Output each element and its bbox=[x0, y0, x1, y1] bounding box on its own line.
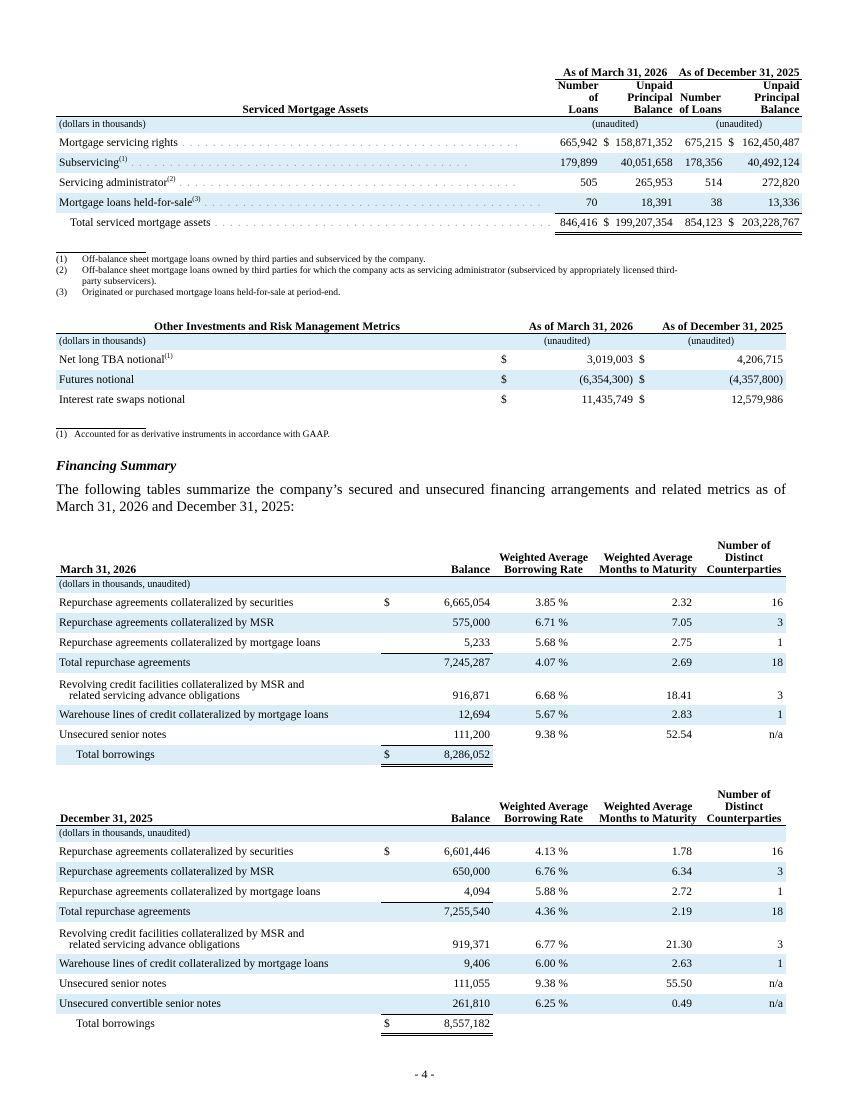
table-row bbox=[56, 193, 802, 213]
cell-d1: $ bbox=[501, 354, 507, 366]
cell-months: 21.30 bbox=[666, 939, 692, 951]
table-title: March 31, 2026 bbox=[56, 527, 381, 576]
cell-n1: 70 bbox=[555, 193, 601, 213]
dollar-sign: $ bbox=[725, 213, 737, 233]
row-label: Repurchase agreements collateralized by MSR bbox=[56, 862, 381, 882]
table-row bbox=[56, 390, 786, 410]
cell-v1: 3,019,003 bbox=[587, 354, 633, 366]
cell-rate: 3.85 % bbox=[535, 597, 568, 609]
cell-d1 bbox=[600, 153, 612, 173]
cell-d2: $ bbox=[728, 137, 735, 149]
cell-balance: 575,000 bbox=[411, 613, 493, 633]
financing-march-table bbox=[56, 527, 786, 767]
row-label: Warehouse lines of credit collateralized by mortgage loans bbox=[56, 705, 381, 725]
row-label: Total repurchase agreements bbox=[56, 902, 381, 922]
table-row bbox=[56, 370, 786, 390]
row-label: Net long TBA notional$^{(1)}$ bbox=[59, 352, 173, 366]
cell-balance: 4,094 bbox=[411, 882, 493, 902]
cell-counterparties: 3 bbox=[777, 939, 783, 951]
footnote-ref: (3) bbox=[192, 195, 201, 204]
cell-balance: 916,871 bbox=[452, 690, 490, 702]
row-label: Total repurchase agreements bbox=[56, 653, 381, 673]
intro-paragraph: The following tables summarize the company’s secured and unsecured financing arrangements and related metrics as of March 31, 2026 and December 31, 2025: bbox=[56, 482, 786, 515]
cell-counterparties: 3 bbox=[777, 690, 783, 702]
table-row bbox=[56, 593, 786, 613]
cell-months: 7.05 bbox=[594, 613, 702, 633]
cell-balance: 111,200 bbox=[411, 725, 493, 745]
col-rate: Weighted Average Borrowing Rate bbox=[493, 776, 594, 825]
cell-counterparties: 18 bbox=[702, 653, 786, 673]
dollar-sign bbox=[381, 633, 411, 653]
cell-u1: 158,871,352 bbox=[615, 137, 673, 149]
table-row bbox=[56, 613, 786, 633]
cell-rate: 9.38 % bbox=[535, 978, 568, 990]
cell-counterparties: n/a bbox=[702, 994, 786, 1014]
cell-n1: 179,899 bbox=[555, 153, 601, 173]
table-row bbox=[56, 633, 786, 653]
col-balance: Balance bbox=[381, 776, 493, 825]
table-row bbox=[56, 350, 786, 370]
cell-balance: 9,406 bbox=[411, 954, 493, 974]
footnote-number: (1) bbox=[56, 430, 68, 440]
cell-rate: 6.25 % bbox=[493, 994, 594, 1014]
dollar-sign bbox=[381, 902, 411, 922]
row-label: Unsecured senior notes bbox=[59, 978, 167, 990]
cell-months: 6.34 bbox=[594, 862, 702, 882]
cell-n2: 514 bbox=[705, 177, 723, 189]
cell-counterparties: 1 bbox=[702, 705, 786, 725]
table-row bbox=[56, 153, 802, 173]
total-balance: 8,286,052 bbox=[411, 745, 493, 765]
table-row bbox=[56, 902, 786, 922]
footnote bbox=[56, 288, 786, 299]
total-upb-p1: 199,207,354 bbox=[612, 213, 676, 233]
cell-v1: (6,354,300) bbox=[528, 370, 636, 390]
cell-v2: 4,206,715 bbox=[737, 354, 783, 366]
dollar-sign bbox=[381, 922, 411, 954]
table-row bbox=[56, 882, 786, 902]
cell-months: 52.54 bbox=[666, 729, 692, 741]
cell-rate: 5.68 % bbox=[535, 637, 568, 649]
dollar-sign bbox=[381, 954, 411, 974]
units-label: (dollars in thousands, unaudited) bbox=[56, 576, 381, 593]
unaudited-label: (unaudited) bbox=[498, 333, 636, 350]
col-cp: Number of Distinct Counterparties bbox=[702, 527, 786, 576]
cell-n2: 38 bbox=[676, 193, 726, 213]
total-loans-p2: 854,123 bbox=[676, 213, 726, 233]
cell-d2: $ bbox=[636, 370, 656, 390]
dollar-sign: $ bbox=[384, 597, 390, 609]
cell-n2: 675,215 bbox=[684, 137, 723, 149]
footnote-number: (2) bbox=[56, 266, 68, 276]
cell-rate: 9.38 % bbox=[535, 729, 568, 741]
cell-u2: 272,820 bbox=[762, 177, 800, 189]
cell-counterparties: 1 bbox=[702, 954, 786, 974]
footnote-text: Off-balance sheet mortgage loans owned by third parties for which the company acts as servicing administrator (subserviced by appropriately licensed third- bbox=[82, 266, 678, 276]
cell-u1: 18,391 bbox=[612, 193, 676, 213]
units-label: (dollars in thousands) bbox=[56, 333, 498, 350]
row-label: Unsecured convertible senior notes bbox=[56, 994, 381, 1014]
total-balance: 8,557,182 bbox=[411, 1014, 493, 1034]
cell-counterparties: 1 bbox=[777, 886, 783, 898]
dollar-sign: $ bbox=[600, 213, 612, 233]
col-months: Weighted Average Months to Maturity bbox=[594, 527, 702, 576]
unaudited-label: (unaudited) bbox=[676, 116, 803, 133]
cell-u2: 40,492,124 bbox=[737, 153, 802, 173]
units-label: (dollars in thousands) bbox=[56, 116, 555, 133]
table-row bbox=[56, 133, 802, 153]
footnote-rule bbox=[56, 428, 146, 429]
cell-u1: 40,051,658 bbox=[612, 153, 676, 173]
cell-months: 1.78 bbox=[671, 846, 692, 858]
cell-d1: $ bbox=[498, 370, 528, 390]
cell-balance: 12,694 bbox=[411, 705, 493, 725]
cell-balance: 6,665,054 bbox=[444, 597, 490, 609]
cell-balance: 650,000 bbox=[411, 862, 493, 882]
row-label: Repurchase agreements collateralized by mortgage loans bbox=[59, 886, 321, 898]
period1-header: As of March 31, 2026 bbox=[555, 63, 676, 79]
table-row bbox=[56, 725, 786, 745]
row-label: Repurchase agreements collateralized by mortgage loans bbox=[59, 637, 321, 649]
total-row bbox=[56, 745, 786, 765]
footnote-ref: (2) bbox=[167, 175, 176, 184]
other-investments-table bbox=[56, 317, 786, 410]
col-rate: Weighted Average Borrowing Rate bbox=[493, 527, 594, 576]
cell-d2 bbox=[725, 173, 737, 193]
table-row bbox=[56, 922, 786, 954]
cell-d1 bbox=[600, 173, 612, 193]
cell-d1 bbox=[600, 193, 612, 213]
row-label: Revolving credit facilities collateralized by MSR and related servicing advance obligations bbox=[59, 928, 305, 951]
footnote-ref: (1) bbox=[164, 352, 173, 361]
col-number-of-loans: Number of Loans bbox=[555, 79, 601, 116]
col-cp: Number of Distinct Counterparties bbox=[702, 776, 786, 825]
row-label: Unsecured senior notes bbox=[59, 729, 167, 741]
cell-months: 0.49 bbox=[594, 994, 702, 1014]
cell-d2: $ bbox=[639, 354, 645, 366]
cell-n1: 505 bbox=[580, 177, 598, 189]
dollar-sign bbox=[381, 725, 411, 745]
dollar-sign bbox=[381, 653, 411, 673]
table-row bbox=[56, 653, 786, 673]
cell-counterparties: 18 bbox=[702, 902, 786, 922]
dollar-sign bbox=[381, 705, 411, 725]
cell-rate: 6.77 % bbox=[535, 939, 568, 951]
section-heading: Financing Summary bbox=[56, 459, 177, 474]
total-upb-p2: 203,228,767 bbox=[737, 213, 802, 233]
row-label: Mortgage servicing rights . . . bbox=[56, 133, 555, 153]
dollar-sign bbox=[381, 613, 411, 633]
cell-u1: 265,953 bbox=[635, 177, 673, 189]
footnote-number: (3) bbox=[56, 288, 68, 298]
cell-d2: $ bbox=[639, 394, 645, 406]
cell-rate: 4.13 % bbox=[535, 846, 568, 858]
cell-rate: 6.68 % bbox=[535, 690, 568, 702]
footnote-ref: (1) bbox=[119, 155, 128, 164]
cell-months: 18.41 bbox=[666, 690, 692, 702]
dollar-sign bbox=[381, 974, 411, 994]
table-title: Other Investments and Risk Management Metrics bbox=[56, 317, 498, 333]
dollar-sign: $ bbox=[384, 846, 390, 858]
total-label: Total borrowings bbox=[56, 745, 381, 765]
table-row bbox=[56, 974, 786, 994]
col-unpaid-principal: Unpaid Principal Balance bbox=[725, 79, 802, 116]
cell-d1: $ bbox=[603, 137, 610, 149]
cell-counterparties: 1 bbox=[777, 637, 783, 649]
cell-counterparties: n/a bbox=[768, 978, 783, 990]
total-loans-p1: 846,416 bbox=[555, 213, 601, 233]
cell-months: 2.32 bbox=[671, 597, 692, 609]
row-label: Mortgage loans held-for-sale$^{(3)}$ . . . bbox=[56, 193, 555, 213]
row-label: Futures notional bbox=[56, 370, 498, 390]
footnote-text: Off-balance sheet mortgage loans owned by third parties and subserviced by the company. bbox=[82, 255, 426, 265]
cell-rate: 6.00 % bbox=[493, 954, 594, 974]
footnote bbox=[56, 255, 786, 266]
table-row bbox=[56, 173, 802, 193]
dollar-sign bbox=[381, 862, 411, 882]
row-label: Repurchase agreements collateralized by securities bbox=[59, 597, 294, 609]
footnote bbox=[56, 266, 786, 277]
row-label: Revolving credit facilities collateralized by MSR and related servicing advance obligations bbox=[59, 679, 305, 702]
table-row bbox=[56, 673, 786, 705]
table-title: Serviced Mortgage Assets bbox=[56, 79, 555, 116]
cell-rate: 6.76 % bbox=[493, 862, 594, 882]
col-unpaid-principal: Unpaid Principal Balance bbox=[600, 79, 675, 116]
cell-months: 2.72 bbox=[671, 886, 692, 898]
cell-months: 2.69 bbox=[594, 653, 702, 673]
table-row bbox=[56, 705, 786, 725]
cell-months: 2.75 bbox=[671, 637, 692, 649]
col-months: Weighted Average Months to Maturity bbox=[594, 776, 702, 825]
cell-balance: 919,371 bbox=[452, 939, 490, 951]
units-label: (dollars in thousands, unaudited) bbox=[56, 825, 381, 842]
cell-balance: 7,255,540 bbox=[411, 902, 493, 922]
footnote bbox=[56, 277, 786, 288]
cell-counterparties: 3 bbox=[702, 862, 786, 882]
row-label: Warehouse lines of credit collateralized by mortgage loans bbox=[56, 954, 381, 974]
period2-header: As of December 31, 2025 bbox=[636, 317, 786, 333]
dollar-sign bbox=[381, 882, 411, 902]
row-label: Interest rate swaps notional bbox=[59, 394, 186, 406]
cell-counterparties: 3 bbox=[702, 613, 786, 633]
cell-balance: 261,810 bbox=[411, 994, 493, 1014]
table-row bbox=[56, 954, 786, 974]
cell-months: 55.50 bbox=[666, 978, 692, 990]
cell-v1: 11,435,749 bbox=[581, 394, 633, 406]
row-label: Repurchase agreements collateralized by securities bbox=[59, 846, 294, 858]
cell-rate: 4.36 % bbox=[493, 902, 594, 922]
unaudited-label: (unaudited) bbox=[636, 333, 786, 350]
cell-balance: 7,245,287 bbox=[411, 653, 493, 673]
footnote-text: Accounted for as derivative instruments in accordance with GAAP. bbox=[74, 430, 330, 440]
footnote-rule bbox=[56, 252, 146, 253]
total-row-label: Total serviced mortgage assets . . . bbox=[56, 213, 555, 233]
cell-v2: 12,579,986 bbox=[731, 394, 783, 406]
cell-counterparties: n/a bbox=[768, 729, 783, 741]
col-number-of-loans: Number of Loans bbox=[676, 79, 726, 116]
footnote bbox=[56, 430, 330, 441]
cell-rate: 4.07 % bbox=[493, 653, 594, 673]
period2-header: As of December 31, 2025 bbox=[676, 63, 803, 79]
footnote-text: Originated or purchased mortgage loans held-for-sale at period-end. bbox=[82, 288, 341, 298]
cell-n1: 665,942 bbox=[559, 137, 598, 149]
dollar-sign: $ bbox=[381, 745, 411, 765]
cell-balance: 6,601,446 bbox=[444, 846, 490, 858]
row-label: Repurchase agreements collateralized by MSR bbox=[56, 613, 381, 633]
table-row bbox=[56, 862, 786, 882]
cell-d2 bbox=[725, 193, 737, 213]
cell-counterparties: 16 bbox=[771, 846, 783, 858]
cell-v2: (4,357,800) bbox=[656, 370, 786, 390]
cell-u2: 162,450,487 bbox=[741, 137, 800, 149]
dollar-sign: $ bbox=[381, 1014, 411, 1034]
table-title: December 31, 2025 bbox=[56, 776, 381, 825]
cell-rate: 6.71 % bbox=[493, 613, 594, 633]
table-row bbox=[56, 842, 786, 862]
cell-months: 2.83 bbox=[594, 705, 702, 725]
cell-d1: $ bbox=[501, 394, 507, 406]
cell-counterparties: 16 bbox=[771, 597, 783, 609]
footnote-number: (1) bbox=[56, 255, 68, 265]
total-label: Total borrowings bbox=[76, 1018, 155, 1030]
period1-header: As of March 31, 2026 bbox=[498, 317, 636, 333]
table-row bbox=[56, 994, 786, 1014]
cell-rate: 5.88 % bbox=[535, 886, 568, 898]
row-label: Servicing administrator$^{(2)}$ . . . bbox=[56, 173, 555, 193]
unaudited-label: (unaudited) bbox=[555, 116, 676, 133]
cell-months: 2.63 bbox=[594, 954, 702, 974]
cell-balance: 111,055 bbox=[453, 978, 490, 990]
col-balance: Balance bbox=[381, 527, 493, 576]
cell-d2 bbox=[725, 153, 737, 173]
cell-u2: 13,336 bbox=[737, 193, 802, 213]
cell-balance: 5,233 bbox=[411, 633, 493, 653]
serviced-mortgage-assets-table bbox=[56, 63, 802, 235]
page-number: - 4 - bbox=[414, 1067, 435, 1081]
cell-rate: 5.67 % bbox=[493, 705, 594, 725]
dollar-sign bbox=[381, 994, 411, 1014]
footnote-text: party subservicers). bbox=[82, 277, 157, 287]
row-label: Subservicing$^{(1)}$ . . . bbox=[56, 153, 555, 173]
cell-months: 2.19 bbox=[594, 902, 702, 922]
cell-n2: 178,356 bbox=[676, 153, 726, 173]
financing-december-table bbox=[56, 776, 786, 1036]
total-row bbox=[56, 1014, 786, 1034]
dollar-sign bbox=[381, 673, 411, 705]
